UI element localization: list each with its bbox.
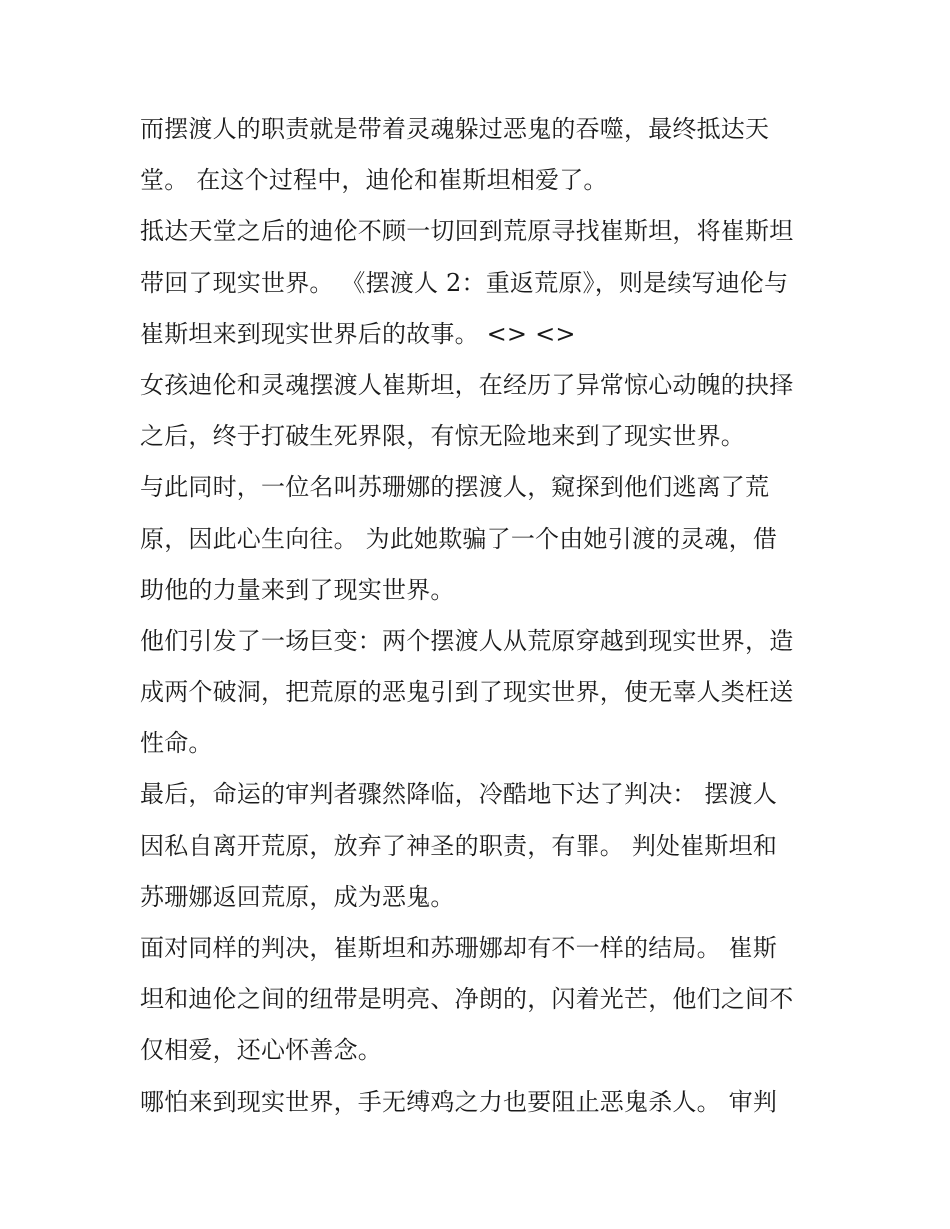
text-line: 成两个破洞，把荒原的恶鬼引到了现实世界，使无辜人类枉送 [140,678,794,707]
text-line: 因私自离开荒原，放弃了神圣的职责，有罪。 判处崔斯坦和 [140,831,778,860]
text-line: 他们引发了一场巨变：两个摆渡人从荒原穿越到现实世界，造 [140,626,794,655]
text-line: 助他的力量来到了现实世界。 [140,575,455,604]
text-line: 面对同样的判决，崔斯坦和苏珊娜却有不一样的结局。 崔斯 [140,934,778,962]
text-line: 而摆渡人的职责就是带着灵魂躲过恶鬼的吞噬，最终抵达天 [140,115,770,143]
text-line: 原，因此心生向往。 为此她欺骗了一个由她引渡的灵魂，借 [140,524,778,553]
text-line: 与此同时，一位名叫苏珊娜的摆渡人，窥探到他们逃离了荒 [140,473,770,502]
text-line: 苏珊娜返回荒原，成为恶鬼。 [140,882,455,911]
text-line: 仅相爱，还心怀善念。 [140,1036,382,1065]
text-line: 带回了现实世界。 《摆渡人 2：重返荒原》，则是续写迪伦与 [140,268,789,297]
text-line: 最后，命运的审判者骤然降临，冷酷地下达了判决： 摆渡人 [140,780,778,809]
text-line: 崔斯坦来到现实世界后的故事。 <> <> [140,319,576,348]
text-line: 堂。 在这个过程中，迪伦和崔斯坦相爱了。 [140,166,608,195]
text-line: 哪怕来到现实世界，手无缚鸡之力也要阻止恶鬼杀人。 审判 [140,1087,778,1116]
text-line: 性命。 [140,729,213,758]
text-line: 坦和迪伦之间的纽带是明亮、净朗的，闪着光芒，他们之间不 [140,985,794,1014]
text-line: 女孩迪伦和灵魂摆渡人崔斯坦，在经历了异常惊心动魄的抉择 [140,370,794,399]
text-line: 抵达天堂之后的迪伦不顾一切回到荒原寻找崔斯坦，将崔斯坦 [140,217,794,246]
document-body [140,104,820,1128]
text-line: 之后，终于打破生死界限，有惊无险地来到了现实世界。 [140,422,745,451]
